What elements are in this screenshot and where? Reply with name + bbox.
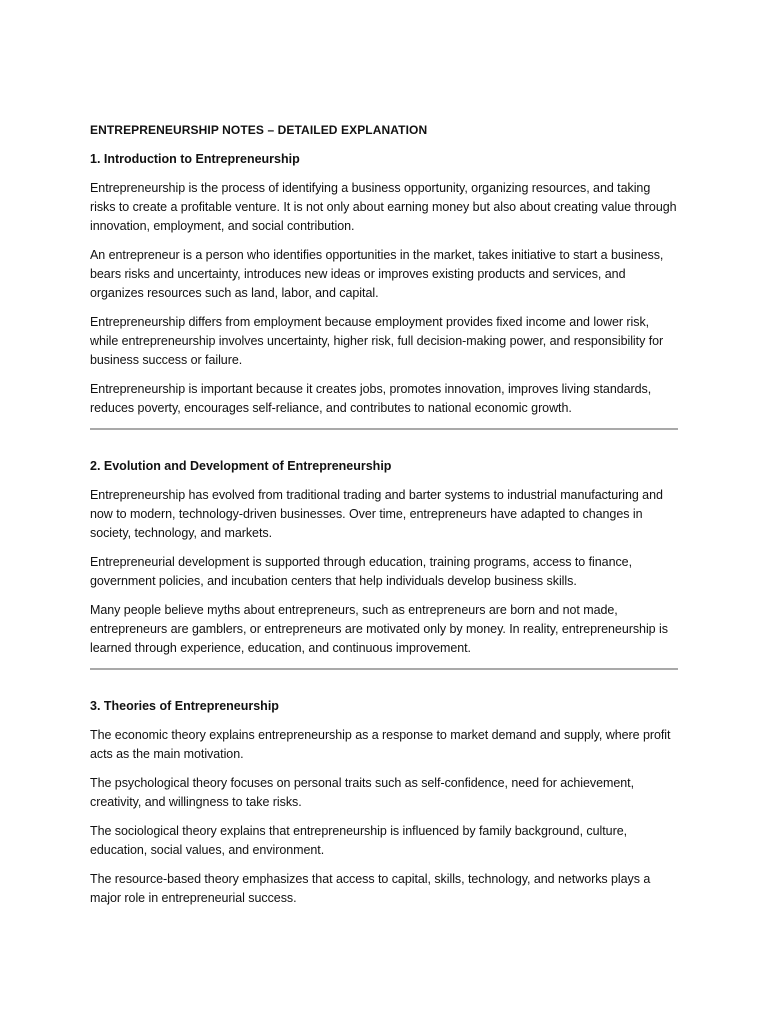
paragraph: Entrepreneurship is important because it creates jobs, promotes innovation, improves living standards, reduces poverty, encourages self-reliance, and contributes to national economic growth. [90,382,652,415]
section-heading: 2. Evolution and Development of Entrepreneurship [90,459,392,473]
paragraph: Many people believe myths about entrepreneurs, such as entrepreneurs are born and not made, entrepreneurs are gamblers, or entrepreneurs are motivated only by money. In reality, entrepreneurship is learned through experience, education, and continuous improvement. [90,603,668,655]
paragraph: Entrepreneurial development is supported through education, training programs, access to finance, government policies, and incubation centers that help individuals develop business skills. [90,555,633,588]
section-heading: 3. Theories of Entrepreneurship [90,699,279,713]
paragraph: The economic theory explains entrepreneurship as a response to market demand and supply, where profit acts as the main motivation. [90,728,671,761]
document-title: ENTREPRENEURSHIP NOTES – DETAILED EXPLANATION [90,123,428,137]
paragraph: Entrepreneurship differs from employment because employment provides fixed income and lower risk, while entrepreneurship involves uncertainty, higher risk, full decision-making power, and responsibility for business success or failure. [90,315,664,367]
section-theories [90,697,678,908]
paragraph: Entrepreneurship is the process of identifying a business opportunity, organizing resources, and taking risks to create a profitable venture. It is not only about earning money but also about creating value through innovation, employment, and social contribution. [90,181,677,233]
document-page [90,121,678,918]
paragraph: The sociological theory explains that entrepreneurship is influenced by family background, culture, education, social values, and environment. [90,824,628,857]
horizontal-divider [90,428,678,430]
paragraph: Entrepreneurship has evolved from traditional trading and barter systems to industrial manufacturing and now to modern, technology-driven businesses. Over time, entrepreneurs have adapted to changes in society, technology, and markets. [90,488,663,540]
paragraph: An entrepreneur is a person who identifies opportunities in the market, takes initiative to start a business, bears risks and uncertainty, introduces new ideas or improves existing products and services, and organizes resources such as land, labor, and capital. [90,248,664,300]
paragraph: The psychological theory focuses on personal traits such as self-confidence, need for achievement, creativity, and willingness to take risks. [90,776,635,809]
section-introduction [90,150,678,418]
section-evolution [90,457,678,658]
paragraph: The resource-based theory emphasizes that access to capital, skills, technology, and networks plays a major role in entrepreneurial success. [90,872,651,905]
section-heading: 1. Introduction to Entrepreneurship [90,152,300,166]
horizontal-divider [90,668,678,670]
